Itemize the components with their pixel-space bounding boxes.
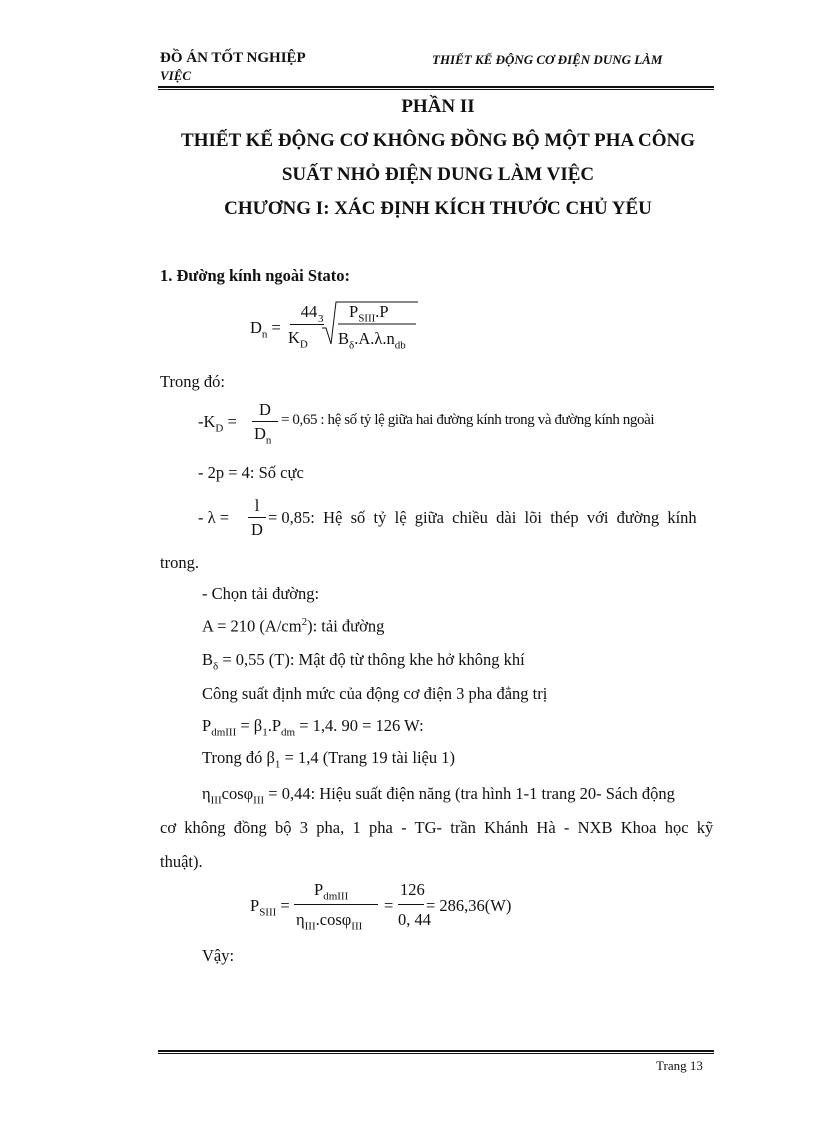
header-left-continued: VIỆC [160, 68, 192, 83]
header-right: THIẾT KẾ ĐỘNG CƠ ĐIỆN DUNG LÀM [432, 52, 663, 67]
section-heading: 1. Đường kính ngoài Stato: [160, 266, 351, 285]
vay-label: Vậy: [202, 946, 235, 965]
b-flux-line: $B_\delta = 0,55$ (T): Mật độ từ thông khe hở không khí [202, 650, 525, 673]
page-number: Trang 13 [656, 1058, 703, 1073]
poles-line: - 2p = 4: Số cực [198, 463, 304, 482]
footer-rule-thin [158, 1053, 714, 1054]
p-dmiii-line: $P_{dmIII} = \beta_1.P_{dm} = 1,4$. 90 = 126 W: [202, 716, 424, 739]
eta-line-3: thuật). [160, 852, 203, 871]
footer-rule [158, 1050, 714, 1052]
part-title: PHẦN II [401, 96, 475, 117]
trong-word: trong. [160, 553, 199, 572]
chapter-title: CHƯƠNG I: XÁC ĐỊNH KÍCH THƯỚC CHỦ YẾU [224, 198, 652, 219]
main-title-line1: THIẾT KẾ ĐỘNG CƠ KHÔNG ĐỒNG BỘ MỘT PHA CÔNG [181, 130, 695, 151]
main-title-line2: SUẤT NHỎ ĐIỆN DUNG LÀM VIỆC [281, 164, 595, 185]
trong-do-label: Trong đó: [160, 372, 225, 391]
eta-line-1: $\eta_{III}\cos\varphi_{III} = 0,44$: Hiệu suất điện năng (tra hình 1-1 trang 20- Sách động [202, 784, 675, 807]
chon-tai-duong: - Chọn tải đường: [202, 584, 320, 603]
header-rule [158, 86, 714, 88]
cong-suat-line: Công suất định mức của động cơ điện 3 pha đẳng trị [202, 684, 548, 703]
eta-line-2: cơ không đồng bộ 3 pha, 1 pha - TG- trần Khánh Hà - NXB Khoa học kỹ [160, 818, 714, 837]
header-left: ĐỒ ÁN TỐT NGHIỆP [160, 50, 306, 66]
beta-line: Trong đó $\beta_1 = 1,4$ (Trang 19 tài liệu 1) [202, 748, 455, 771]
a-load-line: A = 210 $(A/cm^2)$: tải đường [202, 616, 385, 636]
header-rule-thin [158, 89, 714, 90]
